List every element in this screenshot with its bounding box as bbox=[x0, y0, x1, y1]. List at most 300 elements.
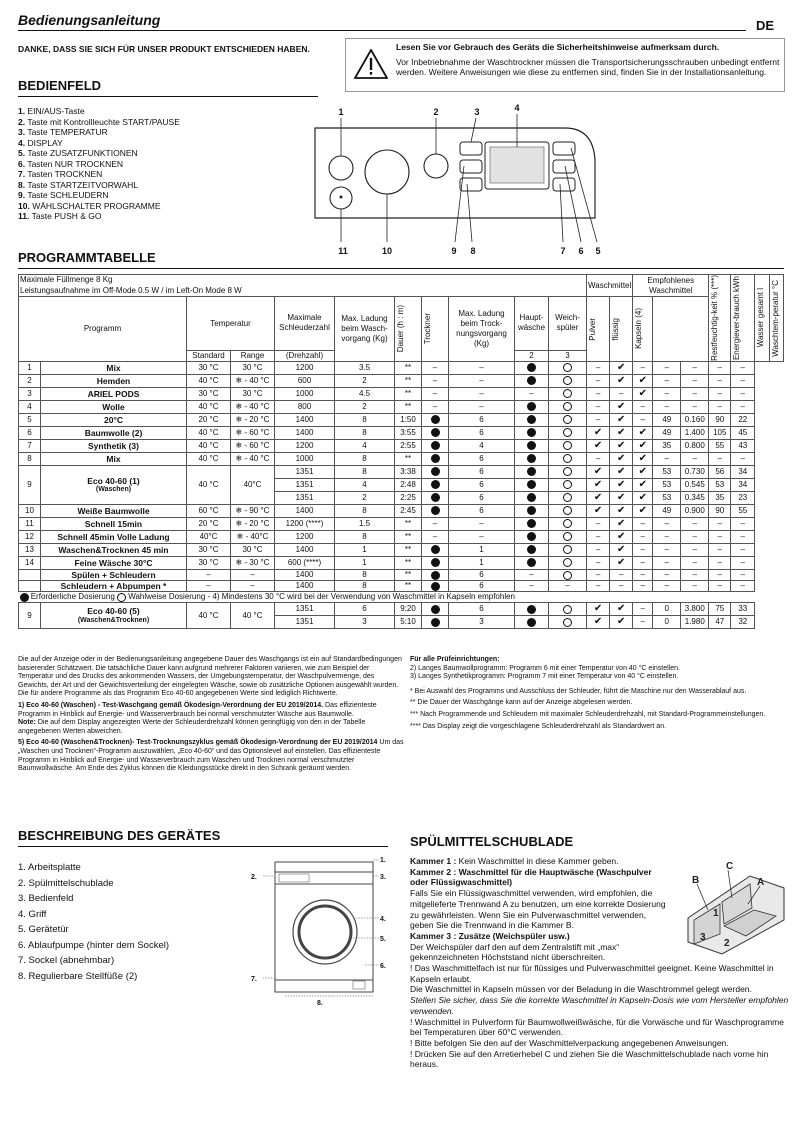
program-dial bbox=[365, 150, 409, 194]
required-dose-icon bbox=[527, 376, 536, 385]
header-weichspueler: Weich-spüler bbox=[549, 297, 587, 351]
table-cell: 6 bbox=[449, 452, 515, 465]
table-cell: ** bbox=[395, 569, 422, 580]
program-name: Baumwolle (2) bbox=[41, 426, 187, 439]
header-h_kapseln bbox=[633, 297, 653, 362]
required-dose-icon bbox=[431, 558, 440, 567]
required-dose-icon bbox=[527, 493, 536, 502]
table-cell: 8 bbox=[335, 452, 395, 465]
program-name: Hemden bbox=[41, 374, 187, 387]
vertical-header-text: Dauer (h : m) bbox=[396, 305, 405, 353]
program-name: Synthetik (3) bbox=[41, 439, 187, 452]
table-cell: – bbox=[449, 530, 515, 543]
table-cell: – bbox=[709, 569, 731, 580]
program-name-text: Eco 40-60 (5) bbox=[87, 606, 140, 617]
display-screen bbox=[490, 147, 544, 183]
check-mark: ✔ bbox=[587, 465, 610, 478]
start-pause-button bbox=[424, 154, 448, 178]
device-part-item: 8. Regulierbare Stellfüße (2) bbox=[18, 970, 138, 982]
table-cell: – bbox=[653, 374, 681, 387]
program-subname: (Waschen&Trocknen) bbox=[77, 616, 150, 624]
required-dose-icon bbox=[527, 480, 536, 489]
check-mark: ✔ bbox=[587, 439, 610, 452]
table-cell: 800 bbox=[275, 400, 335, 413]
check-mark: ✔ bbox=[610, 556, 633, 569]
device-part-item: 1. Arbeitsplatte bbox=[18, 862, 81, 873]
table-cell: 1400 bbox=[275, 569, 335, 580]
table-cell bbox=[515, 361, 549, 374]
header-temperatur: Temperatur bbox=[187, 297, 275, 351]
table-cell: 1.400 bbox=[681, 426, 709, 439]
header-h_rest bbox=[709, 275, 731, 362]
table-cell: 6 bbox=[449, 504, 515, 517]
table-cell: 56 bbox=[709, 465, 731, 478]
device-part-item: 6. Ablaufpumpe (hinter dem Sockel) bbox=[18, 939, 170, 951]
table-cell: 49 bbox=[653, 426, 681, 439]
washer-callout-7: 7. bbox=[251, 976, 257, 983]
table-cell: 1351 bbox=[275, 616, 335, 629]
table-cell: 34 bbox=[731, 465, 755, 478]
table-cell: – bbox=[515, 581, 549, 592]
required-dose-icon bbox=[431, 618, 440, 627]
table-cell: 40 °C bbox=[231, 603, 275, 629]
device-part-item: 4. Griff bbox=[18, 908, 47, 920]
table-cell: – bbox=[731, 361, 755, 374]
door-inner bbox=[299, 906, 351, 958]
programmtabelle-rule bbox=[18, 268, 784, 269]
table-cell: 6 bbox=[335, 603, 395, 616]
program-name bbox=[41, 465, 187, 504]
table-cell: – bbox=[231, 569, 275, 580]
bedienfeld-item: 1. EIN/AUS-Taste bbox=[18, 106, 85, 116]
check-mark: ✔ bbox=[633, 426, 653, 439]
table-cell bbox=[422, 616, 449, 629]
table-cell: 1400 bbox=[275, 543, 335, 556]
optional-dose-icon bbox=[563, 480, 572, 489]
table-cell: 40 °C bbox=[187, 426, 231, 439]
notes-left bbox=[18, 656, 406, 774]
table-cell: 2 bbox=[335, 491, 395, 504]
test-title: Für alle Prüfeinrichtungen: bbox=[410, 656, 500, 663]
table-cell: – bbox=[633, 556, 653, 569]
table-cell: 49 bbox=[653, 504, 681, 517]
table-cell: – bbox=[731, 400, 755, 413]
table-cell: 2:55 bbox=[395, 439, 422, 452]
required-dose-icon bbox=[527, 441, 536, 450]
language-code: DE bbox=[756, 18, 775, 33]
table-cell: ** bbox=[395, 361, 422, 374]
bedienfeld-item: 10. WÄHLSCHALTER PROGRAMME bbox=[18, 200, 161, 211]
required-dose-icon bbox=[527, 605, 536, 614]
check-mark: ✔ bbox=[610, 543, 633, 556]
star-note-2: ** Die Dauer der Waschgänge kann auf der Anzeige abgelesen werden. bbox=[410, 699, 633, 707]
table-cell: – bbox=[422, 374, 449, 387]
delay-button bbox=[460, 178, 482, 191]
optional-dose-icon bbox=[563, 441, 572, 450]
table-info-row bbox=[19, 275, 784, 286]
table-cell: – bbox=[231, 581, 275, 592]
bedienfeld-item: 7. Tasten TROCKNEN bbox=[18, 169, 103, 179]
table-cell bbox=[515, 478, 549, 491]
table-cell: 6 bbox=[449, 569, 515, 580]
table-cell bbox=[549, 543, 587, 556]
table-cell: 8 bbox=[335, 504, 395, 517]
callout-5: 5 bbox=[595, 246, 601, 256]
table-cell: 5 bbox=[19, 413, 41, 426]
table-cell bbox=[549, 361, 587, 374]
table-cell: 2 bbox=[335, 400, 395, 413]
table-cell: 40 °C bbox=[187, 465, 231, 504]
vertical-header-text: Waschtem-peratur °C bbox=[770, 279, 780, 357]
table-cell: – bbox=[653, 556, 681, 569]
table-cell: 90 bbox=[709, 504, 731, 517]
optional-dose-icon bbox=[563, 519, 572, 528]
vertical-header-text: Wasser gesamt l bbox=[756, 288, 766, 348]
table-cell: 3 bbox=[19, 387, 41, 400]
table-cell: 1.5 bbox=[335, 517, 395, 530]
table-cell: – bbox=[610, 569, 633, 580]
table-cell: 6 bbox=[449, 581, 515, 592]
header-empfohlen: Empfohlenes Waschmittel bbox=[633, 275, 709, 297]
drawer-label-c: C bbox=[726, 861, 734, 872]
check-mark: ✔ bbox=[610, 504, 633, 517]
table-cell: – bbox=[633, 530, 653, 543]
required-dose-icon bbox=[431, 415, 440, 424]
table-cell: – bbox=[633, 400, 653, 413]
table-cell: ** bbox=[395, 387, 422, 400]
header-programm: Programm bbox=[19, 297, 187, 362]
required-dose-icon bbox=[527, 402, 536, 411]
required-dose-icon bbox=[527, 618, 536, 627]
washer-callout-5: 5. bbox=[380, 936, 386, 943]
table-cell: 35 bbox=[653, 439, 681, 452]
required-dose-icon bbox=[527, 363, 536, 372]
program-name: ARIEL PODS bbox=[41, 387, 187, 400]
drawer-label-1: 1 bbox=[713, 908, 719, 919]
optional-dose-icon bbox=[563, 493, 572, 502]
note-eco-title: 1) Eco 40-60 (Waschen) - Test-Waschgang gemäß Ökodesign-Verordnung der EU 2019/2014. bbox=[18, 701, 324, 709]
required-dose-icon bbox=[527, 558, 536, 567]
table-cell: 9 bbox=[19, 465, 41, 504]
table-cell bbox=[549, 439, 587, 452]
callout-3: 3 bbox=[474, 107, 480, 117]
dry-button bbox=[553, 178, 575, 191]
check-mark: ✔ bbox=[587, 478, 610, 491]
optional-dose-icon bbox=[563, 532, 572, 541]
test-line-2: 3) Langes Synthetikprogramm: Programm 7 mit einer Temperatur von 40 °C einstellen. bbox=[410, 673, 679, 681]
callout-11: 11 bbox=[338, 246, 348, 256]
table-cell: – bbox=[653, 569, 681, 580]
table-cell bbox=[422, 491, 449, 504]
k2-body: Falls Sie ein Flüssigwaschmittel verwenden, wird empfohlen, die mitgelieferte Trennwand A zu benutzen, um eine korrekte Dosierung zu gewährleisten. Wenn Sie ein Pulverwaschmittel verwenden, geben Sie die Trennwand in die Kammer B. bbox=[410, 888, 666, 931]
table-cell: 32 bbox=[731, 616, 755, 629]
table-cell: 1351 bbox=[275, 465, 335, 478]
check-mark: ✔ bbox=[587, 504, 610, 517]
table-cell: – bbox=[587, 413, 610, 426]
washer-diagram bbox=[245, 852, 395, 1007]
check-mark: ✔ bbox=[610, 517, 633, 530]
table-cell: 0.900 bbox=[681, 504, 709, 517]
required-dose-icon bbox=[431, 493, 440, 502]
k2-title: Kammer 2 : Waschmittel für die Hauptwäsche (Waschpulver oder Flüssigwaschmittel) bbox=[410, 866, 652, 888]
callout-10: 10 bbox=[381, 246, 393, 256]
table-cell bbox=[515, 465, 549, 478]
header-h_wasser bbox=[755, 275, 769, 362]
drawer-label-b: B bbox=[692, 875, 700, 886]
table-cell: ❄ - 40°C bbox=[231, 530, 275, 543]
table-cell: – bbox=[731, 387, 755, 400]
table-cell: – bbox=[587, 581, 610, 592]
table-cell bbox=[422, 569, 449, 580]
table-cell: – bbox=[731, 374, 755, 387]
table-cell: – bbox=[449, 400, 515, 413]
table-cell: 1400 bbox=[275, 504, 335, 517]
table-cell: 4 bbox=[335, 478, 395, 491]
table-cell: ** bbox=[395, 517, 422, 530]
table-cell: ❄ - 20 °C bbox=[231, 517, 275, 530]
bedienfeld-title: BEDIENFELD bbox=[18, 78, 102, 93]
note-eco2-body: Um das „Waschen und Trocknen“-Programm auszuwählen, „Eco 40-60“ und das Optionslevel auf einstellen. Das effizienteste Programm in Hinblick auf Energie- und Wasserverbrauch zum Waschen und Trocknen normal verschmutzter Baumwollwäsche. Am Ende des Zyklus können die Kleidungsstücke direkt in den Schrank geräumt werden. bbox=[18, 739, 404, 773]
check-mark: ✔ bbox=[587, 616, 610, 629]
check-mark: ✔ bbox=[633, 387, 653, 400]
info-max-load: Maximale Füllmenge 8 Kg bbox=[19, 275, 587, 286]
program-row bbox=[19, 387, 784, 400]
table-cell: 49 bbox=[653, 413, 681, 426]
table-cell: – bbox=[681, 361, 709, 374]
program-name: Schnell 45min Volle Ladung bbox=[41, 530, 187, 543]
optional-dose-icon bbox=[563, 467, 572, 476]
check-mark: ✔ bbox=[610, 413, 633, 426]
check-mark: ✔ bbox=[610, 491, 633, 504]
table-cell: – bbox=[681, 452, 709, 465]
table-cell: 1 bbox=[335, 556, 395, 569]
table-cell: 1200 bbox=[275, 361, 335, 374]
required-dose-icon bbox=[431, 480, 440, 489]
washer-callout-1: 1. bbox=[380, 857, 386, 864]
callout-8: 8 bbox=[470, 246, 476, 256]
table-cell: 4 bbox=[19, 400, 41, 413]
table-cell: ❄ - 40 °C bbox=[231, 374, 275, 387]
table-cell: 2:25 bbox=[395, 491, 422, 504]
table-cell bbox=[422, 478, 449, 491]
table-cell: – bbox=[633, 569, 653, 580]
program-name: 20°C bbox=[41, 413, 187, 426]
program-name: Schnell 15min bbox=[41, 517, 187, 530]
table-cell bbox=[515, 400, 549, 413]
table-cell: – bbox=[731, 530, 755, 543]
test-line-1: 2) Langes Baumwollprogramm: Programm 6 mit einer Temperatur von 40 °C einstellen. bbox=[410, 664, 680, 672]
table-cell: 4 bbox=[449, 439, 515, 452]
table-legend-row bbox=[19, 592, 784, 603]
table-cell: – bbox=[653, 400, 681, 413]
table-cell bbox=[515, 603, 549, 616]
table-cell: – bbox=[587, 530, 610, 543]
table-cell bbox=[422, 439, 449, 452]
program-row bbox=[19, 452, 784, 465]
table-cell: – bbox=[731, 517, 755, 530]
table-cell: 10 bbox=[19, 504, 41, 517]
table-cell bbox=[422, 426, 449, 439]
table-cell: – bbox=[709, 530, 731, 543]
table-cell: – bbox=[709, 400, 731, 413]
table-cell bbox=[549, 569, 587, 580]
table-cell: 20 °C bbox=[187, 517, 231, 530]
table-cell: ❄ - 90 °C bbox=[231, 504, 275, 517]
table-cell: 30 °C bbox=[187, 361, 231, 374]
table-cell: – bbox=[633, 517, 653, 530]
table-cell bbox=[422, 413, 449, 426]
table-cell: – bbox=[587, 543, 610, 556]
table-cell: 8 bbox=[335, 413, 395, 426]
table-cell: 23 bbox=[731, 491, 755, 504]
program-name: Spülen + Schleudern bbox=[41, 569, 187, 580]
table-cell: – bbox=[709, 361, 731, 374]
table-cell: 0.800 bbox=[681, 439, 709, 452]
program-row bbox=[19, 400, 784, 413]
table-cell: – bbox=[549, 581, 587, 592]
bedienfeld-item: 2. Taste mit Kontrollleuchte START/PAUSE bbox=[18, 116, 180, 127]
drawer-label-a: A bbox=[757, 877, 765, 888]
k3-body: Der Weichspüler darf den auf dem Zentralstift mit „max“ gekennzeichneten Höchststand nicht überschreiten. bbox=[410, 941, 620, 963]
table-cell: 0 bbox=[653, 603, 681, 616]
check-mark: ✔ bbox=[610, 465, 633, 478]
drawer-shape bbox=[279, 874, 309, 882]
program-row bbox=[19, 556, 784, 569]
table-cell: 9 bbox=[19, 603, 41, 629]
table-cell: 1200 bbox=[275, 439, 335, 452]
table-cell: 30 °C bbox=[187, 556, 231, 569]
table-cell: 40 °C bbox=[187, 400, 231, 413]
table-cell: 0.545 bbox=[681, 478, 709, 491]
table-cell: 55 bbox=[709, 439, 731, 452]
header-max-dry-load: Max. Ladung beim Trock-nungsvorgang (Kg) bbox=[449, 297, 515, 362]
program-row bbox=[19, 543, 784, 556]
callout-1: 1 bbox=[338, 107, 344, 117]
check-mark: ✔ bbox=[610, 374, 633, 387]
required-dose-icon bbox=[431, 467, 440, 476]
table-cell: 1400 bbox=[275, 581, 335, 592]
washer-callout-3: 3. bbox=[380, 874, 386, 881]
table-cell: – bbox=[709, 387, 731, 400]
program-name: Schleudern + Abpumpen * bbox=[41, 581, 187, 592]
table-cell: 8 bbox=[335, 581, 395, 592]
table-cell: 45 bbox=[731, 426, 755, 439]
table-cell bbox=[515, 616, 549, 629]
bedienfeld-item: 4. DISPLAY bbox=[18, 137, 63, 148]
table-cell: 600 (****) bbox=[275, 556, 335, 569]
device-parts-list bbox=[18, 860, 169, 984]
table-cell: 1200 bbox=[275, 530, 335, 543]
optional-dose-icon bbox=[563, 506, 572, 515]
optional-dose-icon bbox=[563, 454, 572, 463]
required-dose-icon bbox=[527, 467, 536, 476]
table-cell: 6 bbox=[449, 603, 515, 616]
check-mark: ✔ bbox=[610, 361, 633, 374]
table-cell: – bbox=[731, 569, 755, 580]
table-cell bbox=[549, 504, 587, 517]
vertical-header-text: flüssig bbox=[611, 317, 621, 341]
detergent-drawer-diagram bbox=[680, 858, 788, 958]
drawer-label-3: 3 bbox=[700, 932, 706, 943]
warning-triangle-icon bbox=[354, 49, 388, 79]
table-cell: 6 bbox=[449, 491, 515, 504]
device-part-item: 5. Gerätetür bbox=[18, 924, 69, 935]
table-cell: 30 °C bbox=[231, 387, 275, 400]
table-cell: 1351 bbox=[275, 603, 335, 616]
table-cell: – bbox=[731, 581, 755, 592]
note-title: Note: bbox=[18, 719, 36, 727]
table-cell: 53 bbox=[653, 491, 681, 504]
check-mark: ✔ bbox=[587, 426, 610, 439]
table-cell bbox=[549, 478, 587, 491]
program-row bbox=[19, 361, 784, 374]
table-cell: – bbox=[422, 400, 449, 413]
required-dose-icon bbox=[431, 454, 440, 463]
table-cell: – bbox=[653, 581, 681, 592]
bedienfeld-item: 3. Taste TEMPERATUR bbox=[18, 127, 108, 137]
table-cell: – bbox=[633, 543, 653, 556]
table-cell: – bbox=[681, 543, 709, 556]
table-cell bbox=[515, 374, 549, 387]
temp-button bbox=[460, 142, 482, 155]
required-dose-icon bbox=[431, 545, 440, 554]
table-cell: 12 bbox=[19, 530, 41, 543]
star-note-1: * Bei Auswahl des Programms und Ausschluss der Schleuder, führt die Maschine nur den Wasserablauf aus. bbox=[410, 687, 747, 695]
table-cell: – bbox=[653, 517, 681, 530]
table-cell bbox=[549, 465, 587, 478]
note-duration: Die auf der Anzeige oder in der Bedienungsanleitung angegebene Dauer des Waschgangs ist ein auf Standardbedingungen basierender Schätzwert. Die tatsächliche Dauer kann aufgrund mehrerer Faktoren variieren, wie zum Beispiel der Temperatur und des Drucks des ankommenden Wassers, der Umgebungstemperatur, der Waschpulvermenge, des Gewichts, der Art und der Gewichtsverteilung der eingelegten Wäsche, sowie ob zusätzliche Optionen ausgewählt wurden. Die für andere Programme als das Programm Eco 40-60 angegebenen Werte sind lediglich Richtwerte. bbox=[18, 656, 402, 698]
header-weich-n: 3 bbox=[549, 350, 587, 361]
table-cell bbox=[515, 504, 549, 517]
required-dose-icon bbox=[431, 506, 440, 515]
vertical-header-text: Pulver bbox=[588, 317, 597, 341]
programmtabelle-title: PROGRAMMTABELLE bbox=[18, 250, 156, 265]
table-cell: 3.800 bbox=[681, 603, 709, 616]
check-mark: ✔ bbox=[633, 452, 653, 465]
table-cell: 60 °C bbox=[187, 504, 231, 517]
program-name: Waschen&Trocknen 45 min bbox=[41, 543, 187, 556]
callout-6: 6 bbox=[578, 246, 584, 256]
table-cell: – bbox=[681, 387, 709, 400]
table-cell: – bbox=[449, 387, 515, 400]
table-cell: – bbox=[187, 581, 231, 592]
callout-9: 9 bbox=[451, 246, 457, 256]
table-cell: 7 bbox=[19, 439, 41, 452]
table-cell bbox=[549, 413, 587, 426]
table-cell: 3 bbox=[335, 616, 395, 629]
table-cell: – bbox=[587, 452, 610, 465]
table-cell: 8 bbox=[19, 452, 41, 465]
table-cell: 2:48 bbox=[395, 478, 422, 491]
required-dose-icon bbox=[20, 593, 29, 602]
bedienfeld-item: 6. Tasten NUR TROCKNEN bbox=[18, 158, 124, 169]
table-cell: ** bbox=[395, 374, 422, 387]
required-dose-label: Erforderliche Dosierung bbox=[28, 592, 117, 602]
table-cell: – bbox=[653, 387, 681, 400]
table-cell: 14 bbox=[19, 556, 41, 569]
table-cell: 4 bbox=[335, 439, 395, 452]
table-cell: – bbox=[587, 517, 610, 530]
push-go-dot bbox=[340, 196, 343, 199]
control-panel-diagram bbox=[305, 100, 605, 260]
program-row bbox=[19, 465, 784, 478]
required-dose-icon bbox=[431, 441, 440, 450]
header-h_energie bbox=[731, 275, 755, 362]
table-cell: 0.160 bbox=[681, 413, 709, 426]
header-drehzahl: (Drehzahl) bbox=[275, 350, 335, 361]
table-cell: – bbox=[515, 569, 549, 580]
table-cell: ** bbox=[395, 530, 422, 543]
